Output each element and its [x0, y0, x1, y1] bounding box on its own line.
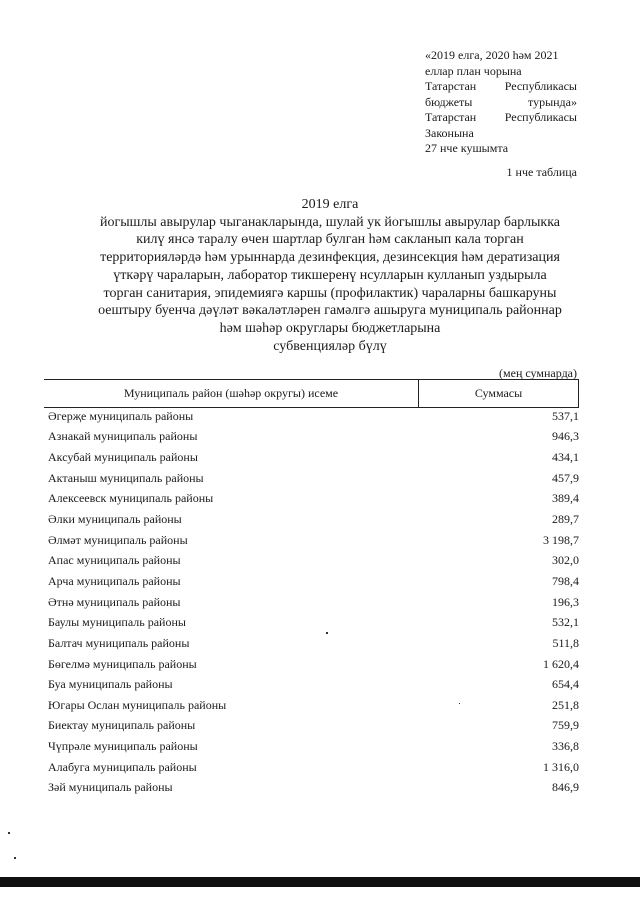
note-line-part: турында»	[527, 94, 577, 109]
table-row	[48, 406, 579, 427]
table-row	[48, 778, 579, 799]
note-line-part: еллар план чорына	[425, 63, 522, 78]
subvention-amount: 946,3	[552, 429, 579, 444]
table-row	[48, 447, 579, 468]
document-title	[50, 196, 610, 355]
subvention-amount: 798,4	[552, 573, 579, 588]
law-annex-note	[425, 48, 577, 157]
note-line-part: Татарстан	[425, 110, 477, 124]
subvention-amount: 537,1	[552, 408, 579, 423]
subvention-amount: 532,1	[552, 615, 579, 630]
district-name: Чүпрәле муниципаль районы	[48, 739, 198, 754]
title-line: үткәрү чараларын, лаборатор тикшеренү нсулларын кулланып уздырыла	[113, 267, 547, 283]
table-row	[48, 736, 579, 757]
table-row	[48, 695, 579, 716]
table-row	[48, 571, 579, 592]
subvention-amount: 196,3	[552, 594, 579, 609]
subvention-amount: 511,8	[552, 635, 579, 650]
subvention-amount: 302,0	[552, 553, 579, 568]
table-row	[48, 530, 579, 551]
column-header-name: Муниципаль район (шәһәр округы) исеме	[44, 380, 419, 407]
subvention-amount: 389,4	[552, 491, 579, 506]
district-name: Әлки муниципаль районы	[48, 512, 182, 527]
note-line	[425, 95, 577, 111]
subvention-amount: 654,4	[552, 677, 579, 692]
note-line	[425, 79, 577, 95]
note-line-part: Республикасы	[504, 110, 577, 124]
table-header	[44, 379, 579, 408]
table-row	[48, 633, 579, 654]
column-header-sum: Суммасы	[474, 386, 523, 400]
district-name: Актаныш муниципаль районы	[48, 470, 204, 485]
table-row	[48, 427, 579, 448]
title-line: торган санитария, эпидемиягә каршы (профилактик) чараларны башкаруны	[103, 285, 557, 301]
scan-speck	[326, 632, 328, 634]
note-line	[425, 141, 577, 157]
note-line-part: 27 нче кушымта	[425, 141, 509, 155]
district-name: Бөгелмә муниципаль районы	[48, 656, 197, 671]
table-row	[48, 612, 579, 633]
title-line: килү янсә таралу өчен шартлар булган һәм сакланып кала торган	[136, 232, 524, 248]
district-name: Биектау муниципаль районы	[48, 718, 196, 733]
note-line	[425, 126, 577, 142]
table-row	[48, 509, 579, 530]
district-name: Әтнә муниципаль районы	[48, 594, 181, 609]
subvention-amount: 457,9	[552, 470, 579, 485]
district-name: Югары Ослан муниципаль районы	[48, 697, 227, 712]
title-line: йогышлы авырулар чыганакларында, шулай ук йогышлы авырулар барлыкка	[99, 214, 561, 230]
table-row	[48, 592, 579, 613]
district-name: Балтач муниципаль районы	[48, 635, 190, 650]
scan-speck	[14, 857, 16, 859]
district-name: Азнакай муниципаль районы	[48, 429, 198, 444]
scan-speck	[459, 703, 460, 704]
table-row	[48, 654, 579, 675]
scan-edge-bar	[0, 877, 640, 887]
district-name: Арча муниципаль районы	[48, 573, 181, 588]
subvention-amount: 1 620,4	[543, 656, 579, 671]
subvention-amount: 251,8	[552, 697, 579, 712]
title-line: һәм шәһәр округлары бюджетларына	[219, 320, 441, 336]
table-row	[48, 550, 579, 571]
note-line	[425, 110, 577, 126]
table-row	[48, 489, 579, 510]
note-line-part: Республикасы	[504, 79, 577, 93]
title-line: территорияләрдә һәм урыннарда дезинфекция, дезинсекция һәм дератизация	[100, 250, 560, 266]
note-line-part: Законына	[425, 125, 474, 140]
title-line: оештыру буенча дәүләт вәкаләтләрен гамәлгә ашыруга муниципаль районнар	[98, 303, 562, 319]
district-name: Алексеевск муниципаль районы	[48, 491, 214, 506]
subvention-amount: 1 316,0	[543, 759, 579, 774]
subvention-amount: 846,9	[552, 780, 579, 795]
district-name: Әгерҗе муниципаль районы	[48, 408, 194, 423]
district-name: Буа муниципаль районы	[48, 677, 173, 692]
table-row	[48, 716, 579, 737]
table-row	[48, 674, 579, 695]
table-row	[48, 757, 579, 778]
note-line-part: Татарстан	[425, 79, 477, 93]
note-line	[425, 64, 577, 80]
note-line-part: бюджеты	[425, 94, 473, 109]
note-line	[425, 48, 577, 64]
district-name: Апас муниципаль районы	[48, 553, 181, 568]
district-name: Алабуга муниципаль районы	[48, 759, 197, 774]
scan-speck	[8, 832, 10, 834]
district-name: Зәй муниципаль районы	[48, 780, 173, 795]
subvention-amount: 336,8	[552, 739, 579, 754]
district-name: Аксубай муниципаль районы	[48, 450, 198, 465]
table-body	[48, 406, 579, 798]
subvention-amount: 434,1	[552, 450, 579, 465]
district-name: Баулы муниципаль районы	[48, 615, 186, 630]
note-line-part: «2019 елга, 2020 һәм 2021	[425, 48, 559, 62]
unit-note: (мең сумнарда)	[499, 366, 577, 380]
district-name: Әлмәт муниципаль районы	[48, 532, 188, 547]
subvention-amount: 3 198,7	[543, 532, 579, 547]
subvention-amount: 759,9	[552, 718, 579, 733]
title-year: 2019 елга	[301, 197, 359, 212]
subvention-amount: 289,7	[552, 512, 579, 527]
title-line: субвенцияләр бүлү	[273, 338, 387, 354]
table-number: 1 нче таблица	[506, 165, 577, 179]
table-row	[48, 468, 579, 489]
